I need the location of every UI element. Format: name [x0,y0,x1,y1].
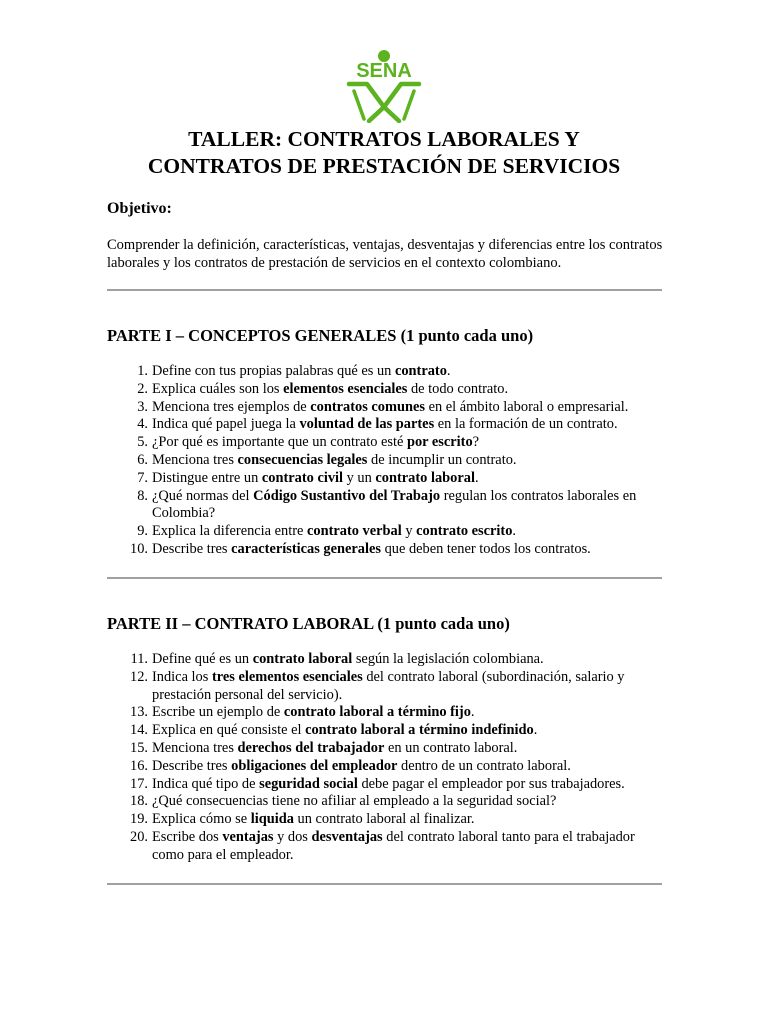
question-number: 13. [130,704,148,721]
question-keyword: tres elementos esenciales [211,668,363,685]
question-text: Explica en qué consiste el [152,722,306,739]
question-text: Escribe dos [152,828,223,845]
objective-label: Objetivo: [107,200,172,217]
question-number: 8. [137,487,148,504]
question-keyword: liquida [250,811,294,828]
question-keyword: contratos comunes [310,398,425,415]
question-number: 14. [130,722,148,739]
question-number: 18. [130,793,148,810]
question-item [137,451,666,470]
question-item [130,739,666,758]
question-item [130,828,666,865]
question-text: en la formación de un contrato. [434,416,618,433]
question-text: Describe tres [152,757,232,774]
question-keyword: contrato civil [261,469,344,486]
question-number: 15. [130,739,148,756]
question-text: y dos [273,828,312,845]
divider [107,577,662,579]
title-line-1: TALLER: CONTRATOS LABORALES Y [188,127,580,151]
question-number: 17. [130,775,148,792]
question-text: según la legislación colombiana. [352,651,544,667]
question-text: y [401,523,417,540]
question-text: de incumplir un contrato. [367,451,517,468]
question-item [130,540,666,559]
question-text: . [470,704,475,721]
question-text: y un [343,469,376,486]
question-text: Indica qué papel juega la [152,416,300,433]
question-text: Explica cuáles son los [152,380,284,397]
part-1-question-list [130,363,666,559]
question-keyword: contrato escrito [416,523,513,540]
question-text: Describe tres [152,540,232,557]
question-number: 10. [130,540,148,557]
question-number: 6. [137,451,148,468]
question-keyword: contrato [394,363,447,379]
question-text: ¿Qué normas del [152,487,254,504]
question-text: un contrato laboral al finalizar. [293,811,475,828]
objective-text: Comprender la definición, características, ventajas, desventajas y diferencias entre los contratos laborales y los contratos de prestación de servicios en el contexto colombiano. [107,237,663,271]
question-keyword: contrato laboral a término indefinido [305,722,534,739]
question-item [137,398,666,417]
question-text: ? [472,434,480,451]
question-item [130,775,666,794]
question-keyword: consecuencias legales [237,451,368,468]
question-keyword: contrato laboral [375,469,475,486]
question-text: Escribe un ejemplo de [152,704,284,721]
question-item [130,811,666,829]
sena-logo-text: SENA [356,60,412,82]
question-text: del contrato laboral (subordinación, salario y prestación personal del servicio). [152,668,625,703]
question-item [130,668,666,705]
question-text: Indica qué tipo de [152,775,260,792]
question-item [137,380,666,399]
question-text: Indica los [152,668,212,685]
question-keyword: por escrito [406,434,473,451]
question-text: ¿Qué consecuencias tiene no afiliar al empleado a la seguridad social? [152,793,557,810]
question-number: 19. [130,811,148,828]
question-number: 4. [137,416,148,433]
question-text: . [474,469,479,486]
question-item [130,704,666,722]
question-keyword: características generales [231,540,381,557]
question-number: 9. [137,523,148,540]
question-text: Define con tus propias palabras qué es un [152,363,395,379]
question-item [137,487,666,524]
question-keyword: voluntad de las partes [299,416,435,433]
question-text: debe pagar el empleador por sus trabajadores. [357,775,625,792]
question-number: 1. [137,363,148,379]
question-keyword: elementos esenciales [283,380,408,397]
divider [107,883,662,885]
question-text: Distingue entre un [152,469,262,486]
question-item [137,523,666,541]
question-text: regulan los contratos laborales en Colombia? [152,487,637,522]
question-keyword: contrato laboral a término fijo [283,704,471,721]
question-text: que deben tener todos los contratos. [380,540,591,557]
question-keyword: desventajas [311,828,383,845]
question-keyword: derechos del trabajador [237,739,385,756]
question-item [130,651,666,669]
part-2-question-list [130,651,666,865]
question-item [137,469,666,488]
question-item [130,757,666,776]
question-text: Menciona tres [152,451,238,468]
question-number: 2. [137,380,148,397]
question-keyword: obligaciones del empleador [231,757,398,774]
question-item [130,793,666,811]
question-text: del contrato laboral tanto para el trabajador como para el empleador. [152,828,635,863]
question-item [137,434,666,452]
question-keyword: contrato laboral [252,651,353,667]
question-item [137,363,666,381]
question-text: . [446,363,451,379]
question-text: . [512,523,517,540]
question-number: 16. [130,757,148,774]
question-text: Menciona tres ejemplos de [152,398,311,415]
question-number: 7. [137,469,148,486]
question-text: . [533,722,538,739]
question-text: de todo contrato. [407,380,509,397]
title-line-2: CONTRATOS DE PRESTACIÓN DE SERVICIOS [147,154,621,178]
question-number: 5. [137,434,148,451]
sena-logo [345,49,423,123]
question-text: Define qué es un [152,651,253,667]
question-number: 12. [130,668,148,685]
question-keyword: ventajas [222,828,274,845]
question-item [130,722,666,740]
question-text: en un contrato laboral. [384,739,518,756]
part-1-title: PARTE I – CONCEPTOS GENERALES (1 punto cada uno) [107,326,534,345]
question-keyword: contrato verbal [307,523,402,540]
question-text: Explica cómo se [152,811,251,828]
question-text: en el ámbito laboral o empresarial. [424,398,629,415]
question-keyword: seguridad social [259,775,358,792]
question-number: 3. [137,398,148,415]
divider [107,289,662,291]
question-item [137,416,666,434]
question-keyword: Código Sustantivo del Trabajo [253,487,441,504]
question-text: Menciona tres [152,739,238,756]
question-text: ¿Por qué es importante que un contrato esté [152,434,407,451]
question-text: dentro de un contrato laboral. [397,757,571,774]
question-number: 20. [130,828,148,845]
question-number: 11. [130,651,148,667]
page-title [100,126,668,180]
part-2-title: PARTE II – CONTRATO LABORAL (1 punto cada uno) [107,614,510,633]
question-text: Explica la diferencia entre [152,523,308,540]
